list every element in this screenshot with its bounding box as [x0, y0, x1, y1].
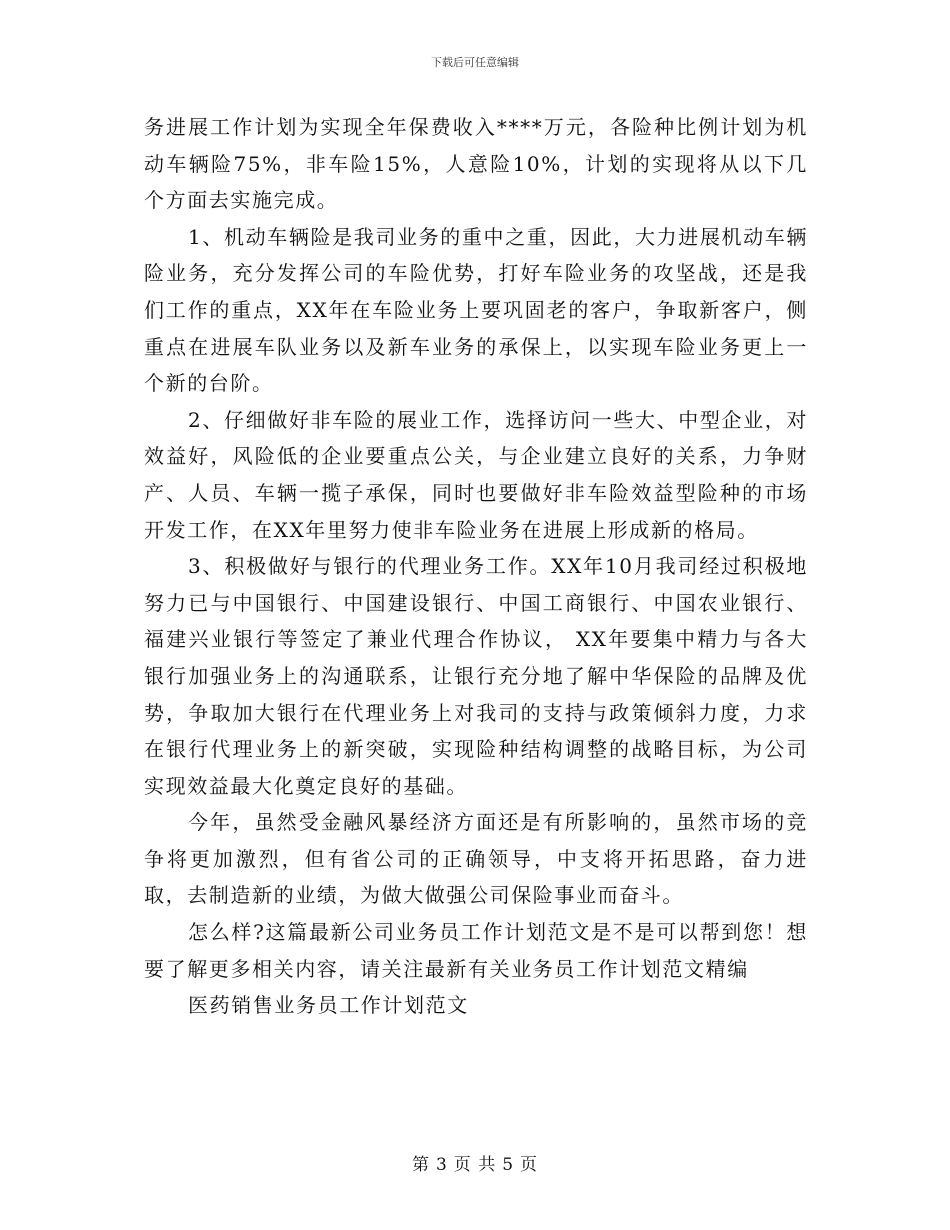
paragraph-vehicle-insurance: 1、机动车辆险是我司业务的重中之重，因此，大力进展机动车辆险业务，充分发挥公司的车险优势，打好车险业务的攻坚战，还是我们工作的重点，XX年在车险业务上要巩固老的客户，争取新客户，侧重点在进展车队业务以及新车业务的承保上，以实现车险业务更上一个新的台阶。: [144, 224, 808, 396]
page-suffix: 页: [520, 1155, 539, 1175]
paragraph-outlook: 今年，虽然受金融风暴经济方面还是有所影响的，虽然市场的竞争将更加激烈，但有省公司的正确领导，中支将开拓思路，奋力进取，去制造新的业绩，为做大做强公司保险事业而奋斗。: [144, 810, 808, 908]
paragraph-bank-agency: 3、积极做好与银行的代理业务工作。XX年10月我司经过积极地努力已与中国银行、中国建设银行、中国工商银行、中国农业银行、福建兴业银行等签定了兼业代理合作协议， XX年要集中精力与各大银行加强业务上的沟通联系，让银行充分地了解中华保险的品牌及优势，争取加大银行在代理业务上对我司的支持与政策倾斜力度，力求在银行代理业务上的新突破，实现险种结构调整的战略目标，为公司实现效益最大化奠定良好的基础。: [144, 554, 808, 798]
page-prefix: 第: [411, 1155, 430, 1175]
total-pages-number: 5: [502, 1155, 515, 1175]
paragraph-intro-continued: 务进展工作计划为实现全年保费收入****万元，各险种比例计划为机动车辆险75%，非车险15%，人意险10%，计划的实现将从以下几个方面去实施完成。: [144, 115, 808, 213]
header-note: 下载后可任意编辑: [431, 56, 519, 69]
page-number-footer: [0, 1150, 950, 1175]
document-body: [144, 109, 808, 1024]
current-page-number: 3: [435, 1155, 448, 1175]
paragraph-related-title: 医药销售业务员工作计划范文: [188, 993, 469, 1018]
page-mid-text: 页 共: [453, 1155, 497, 1175]
paragraph-non-vehicle-insurance: 2、仔细做好非车险的展业工作，选择访问一些大、中型企业，对效益好，风险低的企业要重点公关，与企业建立良好的关系，力争财产、人员、车辆一揽子承保，同时也要做好非车险效益型险种的市场开发工作，在XX年里努力使非车险业务在进展上形成新的格局。: [144, 407, 808, 542]
paragraph-closing-prompt: 怎么样?这篇最新公司业务员工作计划范文是不是可以帮到您！想要了解更多相关内容，请关注最新有关业务员工作计划范文精编: [144, 920, 808, 981]
